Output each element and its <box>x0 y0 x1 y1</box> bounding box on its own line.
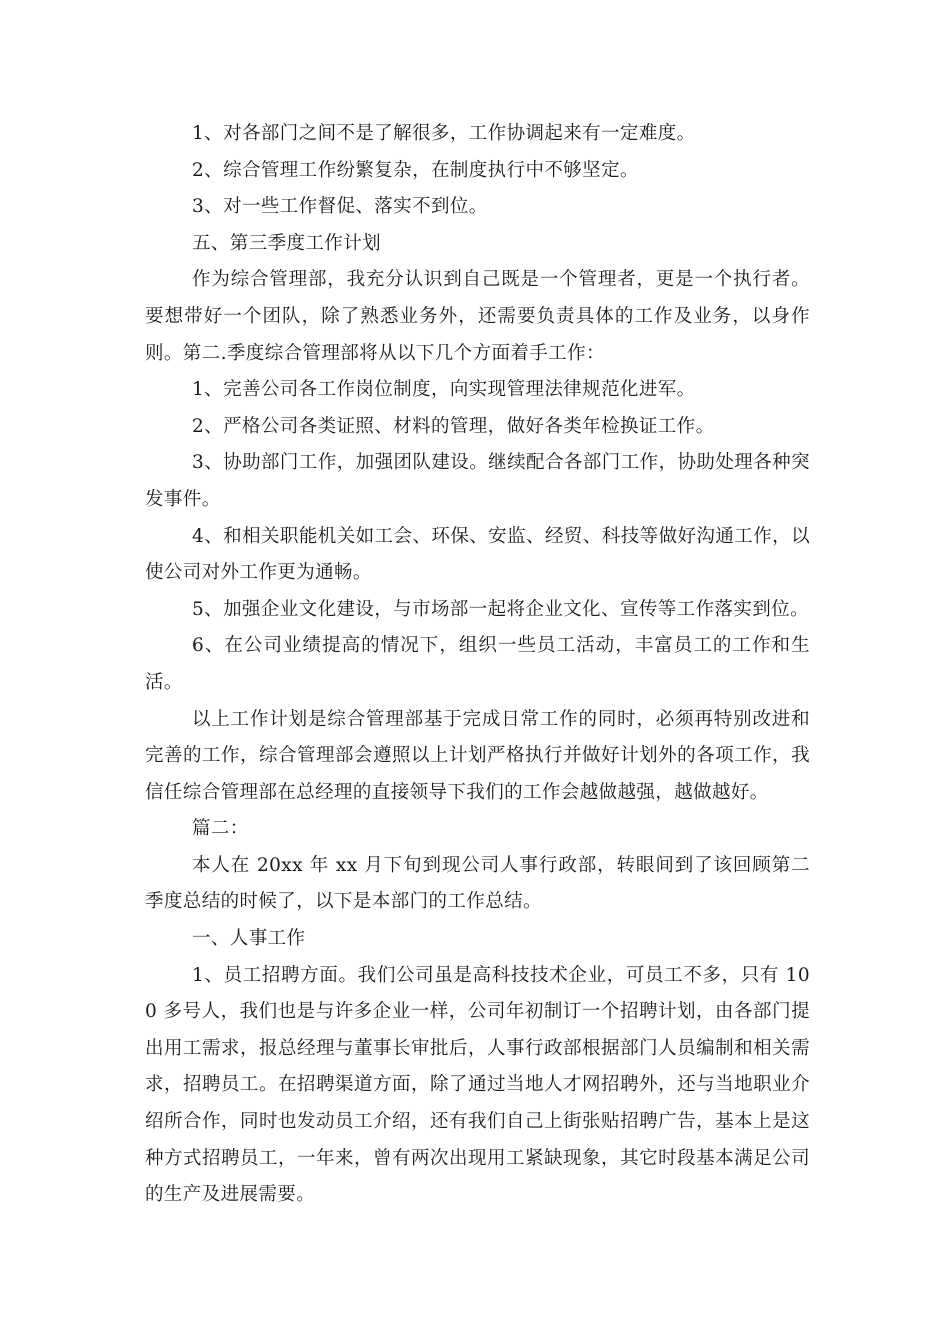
paragraph-conclusion: 以上工作计划是综合管理部基于完成日常工作的同时，必须再特别改进和完善的工作，综合管理部会遵照以上计划严格执行并做好计划外的各项工作，我信任综合管理部在总经理的直接领导下我们的工作会越做越强，越做越好。 <box>145 708 810 803</box>
plan-item-5: 5、加强企业文化建设，与市场部一起将企业文化、宣传等工作落实到位。 <box>192 598 809 620</box>
paragraph-intro-plan: 作为综合管理部，我充分认识到自己既是一个管理者，更是一个执行者。要想带好一个团队，除了熟悉业务外，还需要负责具体的工作及业务，以身作则。第二.季度综合管理部将从以下几个方面着手工作： <box>145 269 810 364</box>
paragraph-recruitment: 1、员工招聘方面。我们公司虽是高科技技术企业，可员工不多，只有 100 多号人，我们也是与许多企业一样，公司年初制订一个招聘计划，由各部门提出用工需求，报总经理与董事长审批后，人事行政部根据部门人员编制和相关需求，招聘员工。在招聘渠道方面，除了通过当地人才网招聘外，还与当地职业介绍所合作，同时也发动员工介绍，还有我们自己上街张贴招聘广告，基本上是这种方式招聘员工，一年来，曾有两次出现用工紧缺现象，其它时段基本满足公司的生产及进展需要。 <box>145 964 810 1206</box>
section-heading-q3-plan: 五、第三季度工作计划 <box>192 232 382 254</box>
paragraph-2: 2、综合管理工作纷繁复杂，在制度执行中不够坚定。 <box>192 159 639 181</box>
plan-item-2: 2、严格公司各类证照、材料的管理，做好各类年检换证工作。 <box>192 415 715 437</box>
section-heading-part-two: 篇二： <box>192 818 249 840</box>
paragraph-part-two-intro: 本人在 20xx 年 xx 月下旬到现公司人事行政部，转眼间到了该回顾第二季度总结的时候了，以下是本部门的工作总结。 <box>145 854 810 913</box>
paragraph-3: 3、对一些工作督促、落实不到位。 <box>192 196 488 218</box>
plan-item-3: 3、协助部门工作，加强团队建设。继续配合各部门工作，协助处理各种突发事件。 <box>145 452 810 510</box>
plan-item-6: 6、在公司业绩提高的情况下，组织一些员工活动，丰富员工的工作和生活。 <box>145 635 810 693</box>
document-page <box>145 116 810 1214</box>
plan-item-1: 1、完善公司各工作岗位制度，向实现管理法律规范化进军。 <box>192 379 696 401</box>
paragraph-1: 1、对各部门之间不是了解很多，工作协调起来有一定难度。 <box>192 123 696 144</box>
plan-item-4: 4、和相关职能机关如工会、环保、安监、经贸、科技等做好沟通工作，以使公司对外工作更为通畅。 <box>145 525 810 584</box>
section-heading-hr: 一、人事工作 <box>192 928 306 950</box>
